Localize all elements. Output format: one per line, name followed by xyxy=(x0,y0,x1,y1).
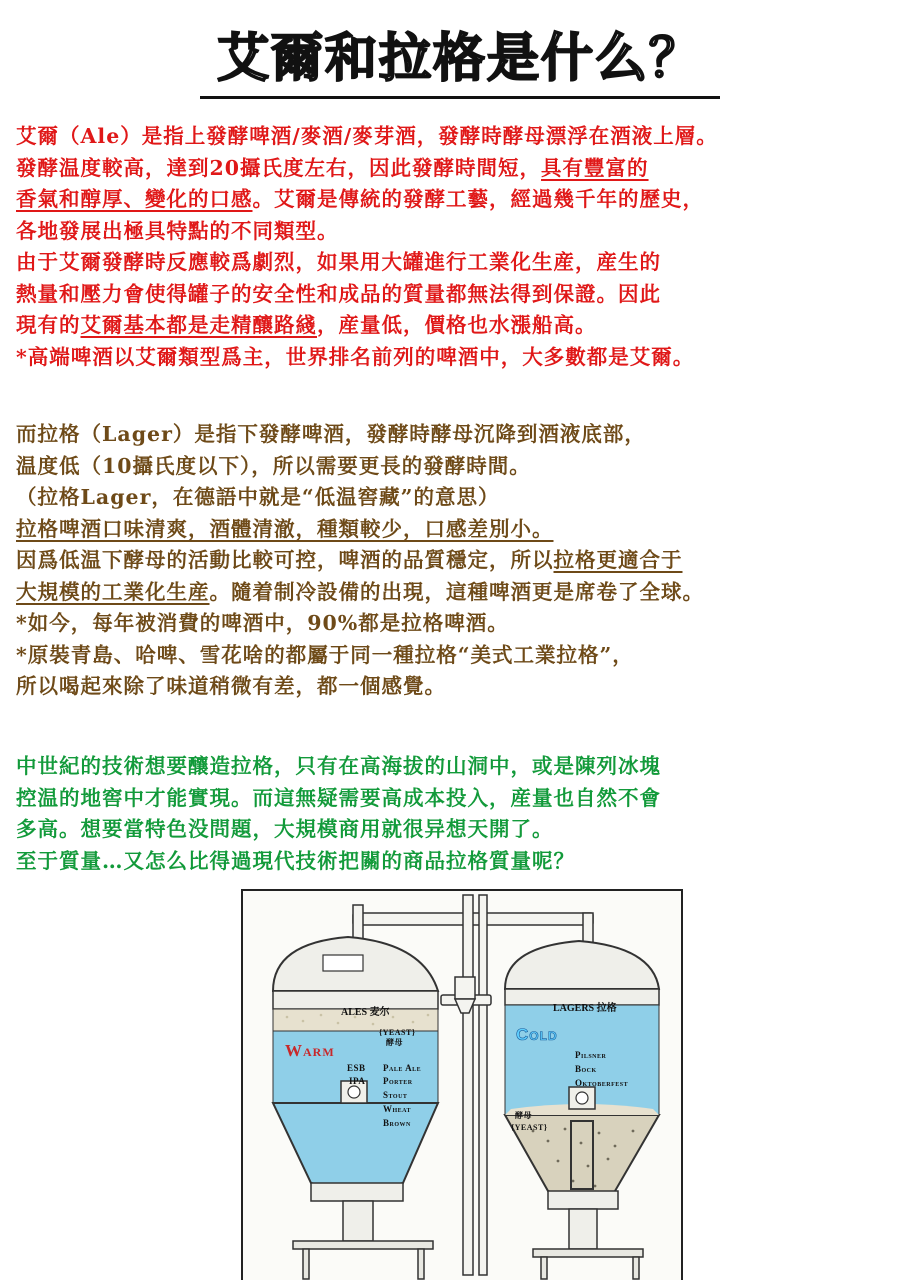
lager-highlight-suited-a: 拉格更適合于 xyxy=(553,548,683,572)
lager-style-bock: Bock xyxy=(575,1064,597,1074)
lager-style-oktoberfest: Oktoberfest xyxy=(575,1078,629,1088)
lager-line-3: （拉格Lager，在德語中就是“低温窖藏”的意思） xyxy=(16,485,500,509)
page-title: 艾爾和拉格是什么？ xyxy=(216,28,703,89)
lager-line-4 xyxy=(16,514,896,546)
ale-style-esb: ESB xyxy=(347,1063,366,1073)
page-title-block xyxy=(200,26,720,104)
ale-line-3: 香氣和醇厚、變化的口感。艾爾是傳統的發酵工藝，經過幾千年的歷史， xyxy=(16,187,704,211)
ale-tank-header: ALES 麦尔 xyxy=(341,1007,390,1018)
ale-style-stout: Stout xyxy=(383,1090,408,1100)
ale-yeast-label: {YEAST} xyxy=(379,1028,416,1037)
lager-yeast-cn: 酵母 xyxy=(515,1111,532,1120)
lager-style-pilsner: Pilsner xyxy=(575,1050,607,1060)
lager-line-9: 所以喝起來除了味道稍微有差，都一個感覺。 xyxy=(16,674,446,698)
history-line-1: 中世紀的技術想要釀造拉格，只有在高海拔的山洞中，或是陳列冰塊 xyxy=(16,754,661,778)
ale-line-7: 現有的艾爾基本都是走精釀路綫，産量低，價格也水漲船高。 xyxy=(16,313,597,337)
ale-line-6: 熱量和壓力會使得罐子的安全性和成品的質量都無法得到保證。因此 xyxy=(16,281,661,306)
lager-line-8: *原裝青島、哈啤、雪花啥的都屬于同一種拉格“美式工業拉格”， xyxy=(16,642,634,667)
ale-line-4: 各地發展出極具特點的不同類型。 xyxy=(16,218,339,243)
fermentation-tanks-illustration xyxy=(241,889,683,1280)
lager-line-7: *如今，每年被消費的啤酒中，90%都是拉格啤酒。 xyxy=(16,611,509,635)
history-line-4: 至于質量…又怎么比得過現代技術把關的商品拉格質量呢？ xyxy=(16,848,575,873)
title-underline xyxy=(200,96,720,99)
ale-style-brown: Brown xyxy=(383,1118,411,1128)
lager-line-5: 因爲低温下酵母的活動比較可控，啤酒的品質穩定，所以拉格更適合于 xyxy=(16,548,683,572)
ale-style-pale-ale: Pale Ale xyxy=(383,1063,422,1073)
ale-style-wheat: Wheat xyxy=(383,1104,412,1114)
lager-highlight-suited-b: 大規模的工業化生産 xyxy=(16,579,210,604)
lager-tank-header: LAGERS 拉格 xyxy=(553,1003,617,1014)
lager-tank xyxy=(505,941,659,1249)
ale-highlight-aroma-a: 具有豐富的 xyxy=(541,155,649,180)
ale-style-porter: Porter xyxy=(383,1076,413,1086)
ale-highlight-craft: 艾爾基本都是走精釀路綫 xyxy=(80,313,317,337)
lager-temp-label: Cold xyxy=(516,1025,558,1044)
lager-line-6: 大規模的工業化生産。隨着制冷設備的出現，這種啤酒更是席卷了全球。 xyxy=(16,579,704,604)
ale-style-ipa: IPA xyxy=(349,1076,366,1086)
ale-tank xyxy=(273,937,438,1241)
lager-yeast-label: {YEAST} xyxy=(511,1123,548,1132)
history-line-3: 多高。想要當特色没問題，大規模商用就很异想天開了。 xyxy=(16,817,554,841)
lager-line-2: 温度低（10攝氏度以下），所以需要更長的發酵時間。 xyxy=(16,453,531,478)
ale-line-8: *高端啤酒以艾爾類型爲主，世界排名前列的啤酒中，大多數都是艾爾。 xyxy=(16,344,695,369)
ale-line-1: 艾爾（Ale）是指上發酵啤酒/麥酒/麥芽酒，發酵時酵母漂浮在酒液上層。 xyxy=(16,124,718,148)
ale-yeast-cn: 酵母 xyxy=(386,1038,403,1047)
lager-line-1: 而拉格（Lager）是指下發酵啤酒，發酵時酵母沉降到酒液底部， xyxy=(16,422,646,446)
ale-section xyxy=(16,121,896,373)
lager-section xyxy=(16,419,896,703)
ale-line-5: 由于艾爾發酵時反應較爲劇烈，如果用大罐進行工業化生産，産生的 xyxy=(16,250,661,274)
history-line-2: 控温的地窖中才能實現。而這無疑需要高成本投入，産量也自然不會 xyxy=(16,785,661,810)
ale-temp-label: Warm xyxy=(285,1041,335,1060)
history-section xyxy=(16,751,896,877)
lager-highlight-taste: 拉格啤酒口味清爽，酒體清澈，種類較少，口感差別小。 xyxy=(16,516,554,541)
ale-highlight-aroma-b: 香氣和醇厚、變化的口感 xyxy=(16,187,253,211)
ale-line-2: 發酵温度較高，達到20攝氏度左右，因此發酵時間短，具有豐富的 xyxy=(16,155,649,180)
